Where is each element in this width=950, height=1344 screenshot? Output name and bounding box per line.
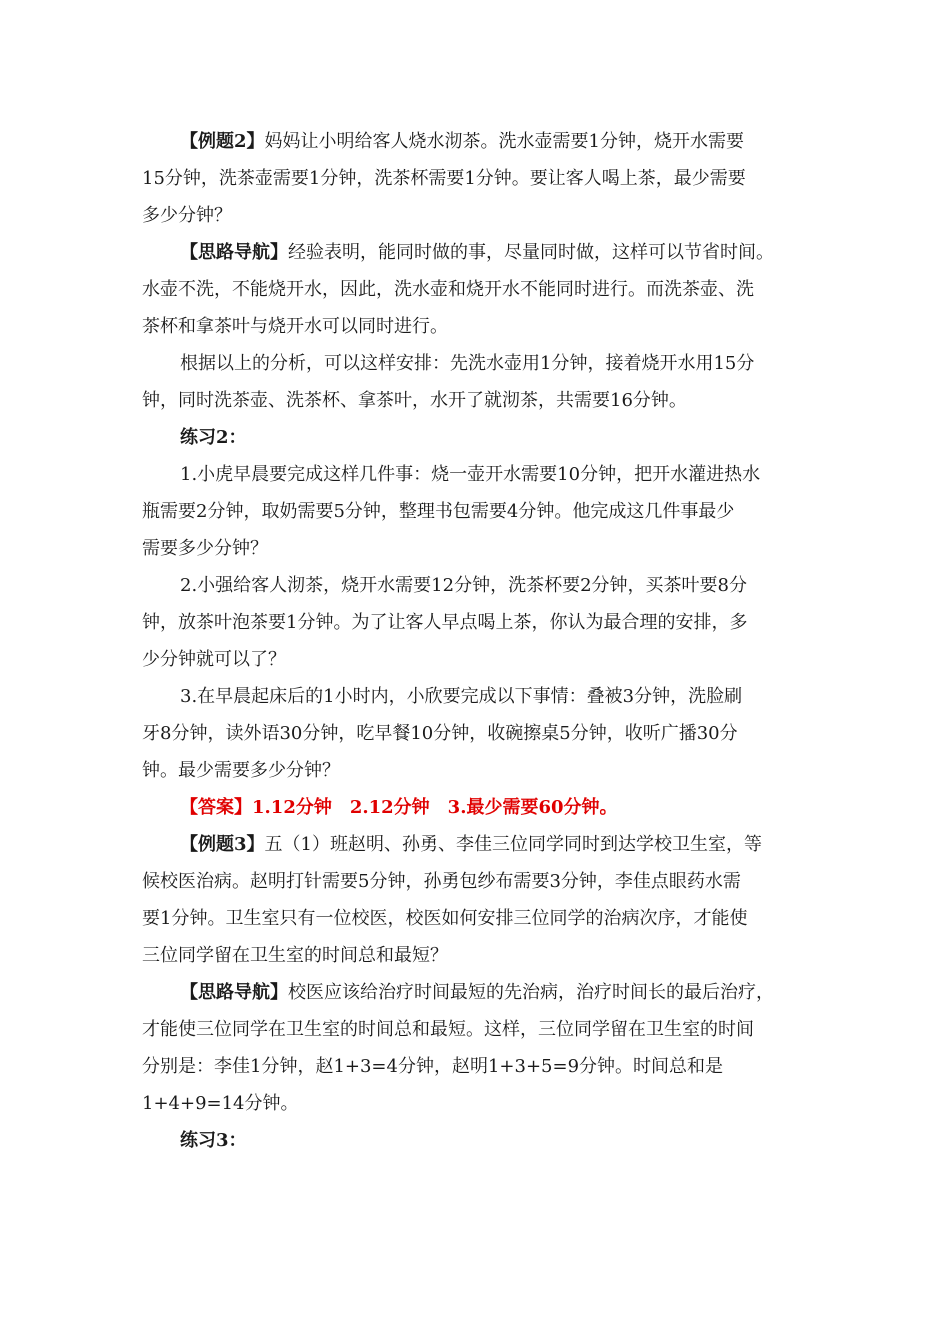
question-line: 钟。最少需要多少分钟？ xyxy=(142,760,340,781)
guide-2-line: 水壶不洗，不能烧开水，因此，洗水壶和烧开水不能同时进行。而洗茶壶、洗 xyxy=(142,279,754,300)
example-3-line: 候校医治病。赵明打针需要5分钟，孙勇包纱布需要3分钟，李佳点眼药水需 xyxy=(142,871,741,892)
analysis-2 xyxy=(142,345,810,419)
guide-3-line: 分别是：李佳1分钟，赵1+3=4分钟，赵明1+3+5=9分钟。时间总和是 xyxy=(142,1056,724,1077)
guide-3-line: 校医应该给治疗时间最短的先治病，治疗时间长的最后治疗， xyxy=(288,982,774,1003)
question-line: 牙8分钟，读外语30分钟，吃早餐10分钟，收碗擦桌5分钟，收听广播30分 xyxy=(142,723,738,744)
example-3-line: 要1分钟。卫生室只有一位校医，校医如何安排三位同学的治病次序，才能使 xyxy=(142,908,748,929)
practice-2-answer: 【答案】1.12分钟 2.12分钟 3.最少需要60分钟。 xyxy=(180,797,618,818)
practice-2-question-1 xyxy=(142,456,810,567)
question-line: 1.小虎早晨要完成这样几件事：烧一壶开水需要10分钟，把开水灌进热水 xyxy=(180,464,761,485)
example-2-line: 多少分钟？ xyxy=(142,205,232,226)
example-3-line: 五（1）班赵明、孙勇、李佳三位同学同时到达学校卫生室，等 xyxy=(264,834,762,855)
example-2-line: 妈妈让小明给客人烧水沏茶。洗水壶需要1分钟，烧开水需要 xyxy=(264,131,744,152)
question-line: 钟，放茶叶泡茶要1分钟。为了让客人早点喝上茶，你认为最合理的安排，多 xyxy=(142,612,748,633)
practice-2-question-3 xyxy=(142,678,810,789)
guide-3-line: 1+4+9=14分钟。 xyxy=(142,1093,299,1114)
guide-3 xyxy=(142,974,810,1122)
question-line: 2.小强给客人沏茶，烧开水需要12分钟，洗茶杯要2分钟，买茶叶要8分 xyxy=(180,575,747,596)
example-2-line: 15分钟，洗茶壶需要1分钟，洗茶杯需要1分钟。要让客人喝上茶，最少需要 xyxy=(142,168,746,189)
question-line: 3.在早晨起床后的1小时内，小欣要完成以下事情：叠被3分钟，洗脸刷 xyxy=(180,686,743,707)
question-line: 瓶需要2分钟，取奶需要5分钟，整理书包需要4分钟。他完成这几件事最少 xyxy=(142,501,735,522)
example-2 xyxy=(142,123,810,234)
practice-2-question-2 xyxy=(142,567,810,678)
guide-3-label: 【思路导航】 xyxy=(180,982,288,1003)
practice-3-heading: 练习3： xyxy=(180,1130,247,1151)
guide-2-label: 【思路导航】 xyxy=(180,242,288,263)
example-3 xyxy=(142,826,810,974)
guide-2-line: 经验表明，能同时做的事，尽量同时做，这样可以节省时间。 xyxy=(288,242,774,263)
example-2-label: 【例题2】 xyxy=(180,131,265,152)
question-line: 需要多少分钟？ xyxy=(142,538,268,559)
guide-3-line: 才能使三位同学在卫生室的时间总和最短。这样，三位同学留在卫生室的时间 xyxy=(142,1019,754,1040)
practice-2-heading: 练习2： xyxy=(180,427,247,448)
analysis-2-line: 钟，同时洗茶壶、洗茶杯、拿茶叶，水开了就沏茶，共需要16分钟。 xyxy=(142,390,687,411)
example-3-line: 三位同学留在卫生室的时间总和最短？ xyxy=(142,945,448,966)
analysis-2-line: 根据以上的分析，可以这样安排：先洗水壶用1分钟，接着烧开水用15分 xyxy=(180,353,755,374)
question-line: 少分钟就可以了？ xyxy=(142,649,286,670)
example-3-label: 【例题3】 xyxy=(180,834,265,855)
guide-2-line: 茶杯和拿茶叶与烧开水可以同时进行。 xyxy=(142,316,448,337)
guide-2 xyxy=(142,234,810,345)
